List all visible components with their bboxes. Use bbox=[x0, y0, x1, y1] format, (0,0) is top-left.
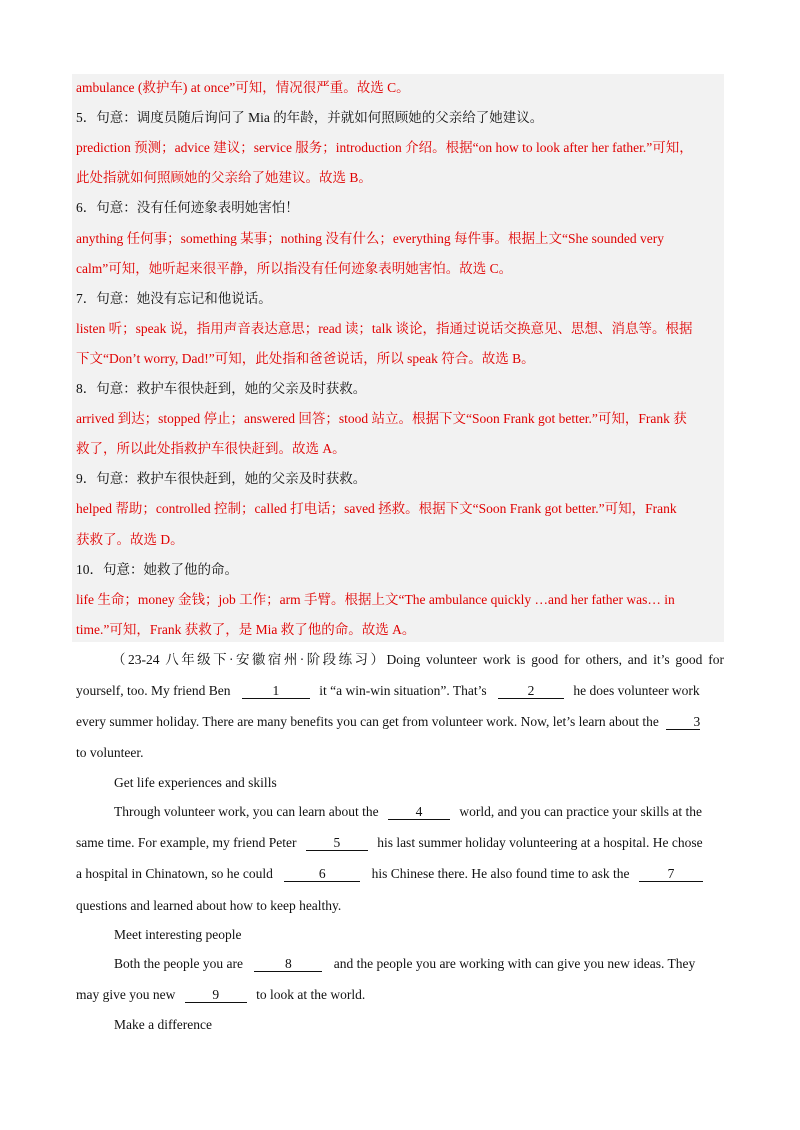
answer-explanation-line bbox=[76, 169, 800, 187]
answer-sentence-line bbox=[76, 470, 800, 488]
answer-text: time.”可知，Frank 获救了，是 Mia 救了他的命。故选 A。 bbox=[76, 622, 416, 637]
passage-line bbox=[76, 986, 800, 1004]
passage-text: it “a win-win situation”. That’s bbox=[319, 683, 487, 698]
blank-9[interactable]: 9 bbox=[185, 987, 247, 1003]
passage-text: yourself, too. My friend Ben bbox=[76, 683, 231, 698]
blank-5[interactable]: 5 bbox=[306, 835, 368, 851]
passage-text: to look at the world. bbox=[256, 987, 366, 1002]
answer-text: prediction 预测；advice 建议；service 服务；introduction 介绍。根据“on how to look after her father.”可知， bbox=[76, 140, 693, 155]
heading-text: Get life experiences and skills bbox=[114, 775, 277, 790]
passage-line bbox=[76, 682, 800, 700]
answer-sentence-line bbox=[76, 290, 800, 308]
answer-text: arrived 到达；stopped 停止；answered 回答；stood 站立。根据下文“Soon Frank got better.”可知，Frank 获 bbox=[76, 411, 687, 426]
passage-text: to volunteer. bbox=[76, 745, 144, 760]
section-heading-life-experiences bbox=[114, 774, 800, 792]
answer-sentence-line bbox=[76, 561, 800, 579]
passage-text: same time. For example, my friend Peter bbox=[76, 835, 297, 850]
answer-text: 10．句意：她救了他的命。 bbox=[76, 562, 238, 577]
answer-explanation-line bbox=[76, 139, 800, 157]
answer-text: 下文“Don’t worry, Dad!”可知，此处指和爸爸说话，所以 speak 符合。故选 B。 bbox=[76, 351, 535, 366]
answer-explanation-line bbox=[76, 410, 800, 428]
passage-text: world, and you can practice your skills at the bbox=[459, 804, 702, 819]
answer-text: 8．句意：救护车很快赶到，她的父亲及时获救。 bbox=[76, 381, 367, 396]
blank-1[interactable]: 1 bbox=[242, 683, 310, 699]
blank-2[interactable]: 2 bbox=[498, 683, 564, 699]
heading-text: Meet interesting people bbox=[114, 927, 242, 942]
passage-line bbox=[76, 744, 800, 762]
blank-3[interactable]: 3 bbox=[666, 714, 700, 730]
passage-text: every summer holiday. There are many benefits you can get from volunteer work. Now, let’s learn about the bbox=[76, 714, 659, 729]
passage-line bbox=[114, 803, 800, 821]
passage-text: （23-24 八年级下·安徽宿州·阶段练习）Doing volunteer work is good for others, and it’s good for bbox=[112, 652, 724, 667]
passage-line bbox=[76, 865, 800, 883]
section-heading-make-difference bbox=[114, 1016, 800, 1034]
passage-text: questions and learned about how to keep healthy. bbox=[76, 898, 342, 913]
passage-text: his last summer holiday volunteering at a hospital. He chose bbox=[377, 835, 703, 850]
passage-text: he does volunteer work bbox=[573, 683, 700, 698]
answer-sentence-line bbox=[76, 199, 800, 217]
passage-line bbox=[76, 713, 800, 731]
answer-explanation-line bbox=[76, 320, 800, 338]
blank-7[interactable]: 7 bbox=[639, 866, 703, 882]
passage-text: may give you new bbox=[76, 987, 176, 1002]
answer-text: 救了，所以此处指救护车很快赶到。故选 A。 bbox=[76, 441, 346, 456]
passage-text: Through volunteer work, you can learn about the bbox=[114, 804, 379, 819]
passage-line bbox=[76, 897, 800, 915]
section-heading-meet-people bbox=[114, 926, 800, 944]
answer-explanation-line bbox=[76, 440, 800, 458]
answer-explanation-line bbox=[76, 500, 800, 518]
passage-line bbox=[114, 955, 800, 973]
answer-text: calm”可知，她听起来很平静，所以指没有任何迹象表明她害怕。故选 C。 bbox=[76, 261, 513, 276]
answer-explanation-line bbox=[76, 260, 800, 278]
answer-explanation-line bbox=[76, 591, 800, 609]
answer-explanation-line bbox=[76, 79, 800, 97]
passage-text: his Chinese there. He also found time to ask the bbox=[371, 866, 630, 881]
answer-text: 5．句意：调度员随后询问了 Mia 的年龄，并就如何照顾她的父亲给了她建议。 bbox=[76, 110, 544, 125]
answer-explanation-line bbox=[76, 621, 800, 639]
answer-text: 6．句意：没有任何迹象表明她害怕！ bbox=[76, 200, 299, 215]
passage-text: and the people you are working with can give you new ideas. They bbox=[333, 956, 696, 971]
passage-line bbox=[76, 834, 800, 852]
answer-text: helped 帮助；controlled 控制；called 打电话；saved 拯救。根据下文“Soon Frank got better.”可知，Frank bbox=[76, 501, 677, 516]
answer-explanation-line bbox=[76, 531, 800, 549]
passage-intro-line bbox=[112, 651, 724, 669]
answer-text: listen 听；speak 说，指用声音表达意思；read 读；talk 谈论，指通过说话交换意见、思想、消息等。根据 bbox=[76, 321, 693, 336]
blank-8[interactable]: 8 bbox=[254, 956, 322, 972]
answer-text: 9．句意：救护车很快赶到，她的父亲及时获救。 bbox=[76, 471, 367, 486]
answer-text: 此处指就如何照顾她的父亲给了她建议。故选 B。 bbox=[76, 170, 372, 185]
blank-4[interactable]: 4 bbox=[388, 804, 450, 820]
passage-text: a hospital in Chinatown, so he could bbox=[76, 866, 273, 881]
answer-explanation-line bbox=[76, 230, 800, 248]
answer-text: life 生命；money 金钱；job 工作；arm 手臂。根据上文“The ambulance quickly …and her father was… in bbox=[76, 592, 675, 607]
answer-sentence-line bbox=[76, 380, 800, 398]
answer-text: anything 任何事；something 某事；nothing 没有什么；everything 每件事。根据上文“She sounded very bbox=[76, 231, 664, 246]
answer-text: ambulance (救护车) at once”可知，情况很严重。故选 C。 bbox=[76, 80, 410, 95]
passage-text: Both the people you are bbox=[114, 956, 243, 971]
blank-6[interactable]: 6 bbox=[284, 866, 360, 882]
heading-text: Make a difference bbox=[114, 1017, 212, 1032]
answer-text: 获救了。故选 D。 bbox=[76, 532, 184, 547]
answer-explanation-line bbox=[76, 350, 800, 368]
answer-sentence-line bbox=[76, 109, 800, 127]
answer-text: 7．句意：她没有忘记和他说话。 bbox=[76, 291, 272, 306]
